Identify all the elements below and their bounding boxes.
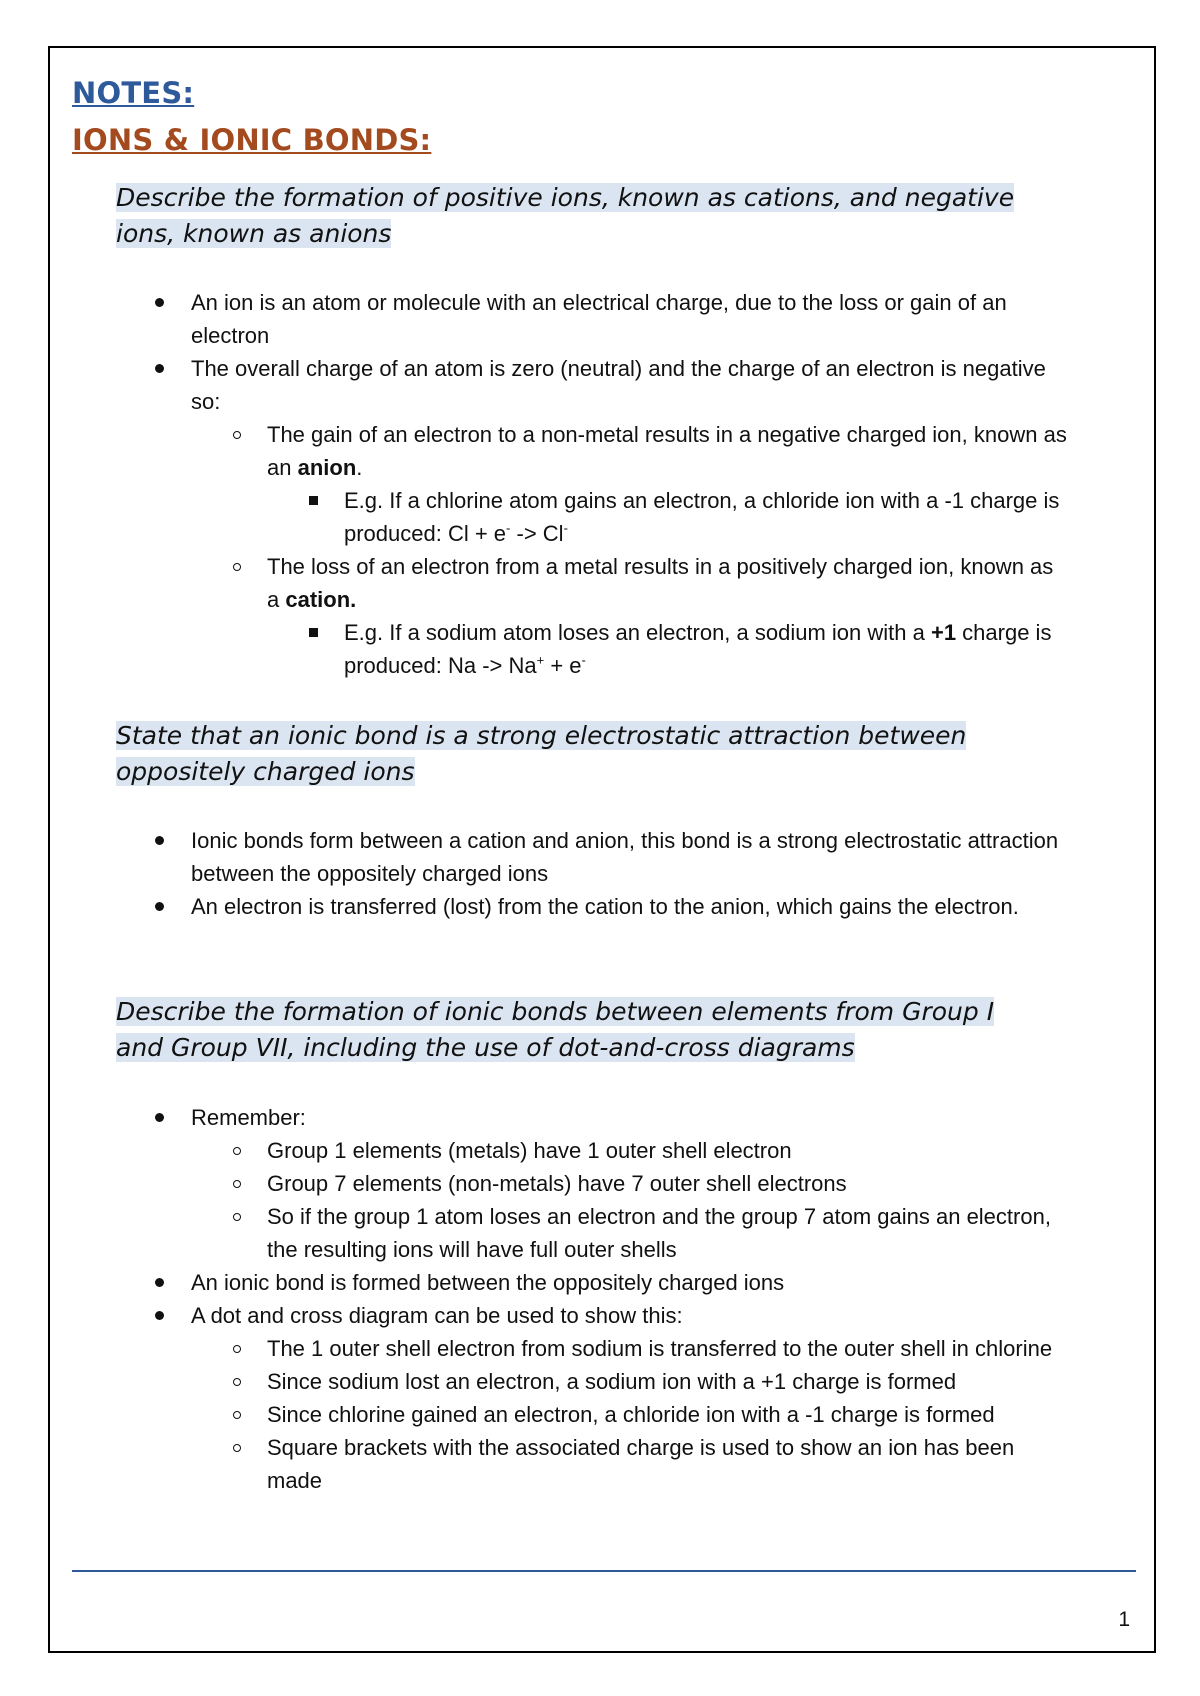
section-1-list: [0, 286, 1160, 682]
hollow-bullet-icon: [233, 1378, 241, 1386]
list-item: The gain of an electron to a non-metal results in a negative charged ion, known as an anion.: [0, 418, 1067, 484]
list-item: Since chlorine gained an electron, a chloride ion with a -1 charge is formed: [0, 1398, 1067, 1431]
hollow-bullet-icon: [233, 1213, 241, 1221]
list-item: An ion is an atom or molecule with an electrical charge, due to the loss or gain of an electron: [0, 286, 1071, 352]
section-heading-1: Describe the formation of positive ions, known as cations, and negative ions, known as anions: [116, 183, 1015, 248]
list-item: Group 1 elements (metals) have 1 outer shell electron: [0, 1134, 1067, 1167]
page-number: 1: [1118, 1608, 1130, 1631]
notes-title: NOTES:: [72, 76, 195, 110]
section-2-list: [0, 824, 1160, 923]
section-heading-3: Describe the formation of ionic bonds between elements from Group I and Group VII, including the use of dot-and-cross diagrams: [116, 997, 995, 1062]
bullet-icon: [155, 836, 164, 845]
hollow-bullet-icon: [233, 431, 241, 439]
hollow-bullet-icon: [233, 1444, 241, 1452]
square-bullet-icon: [309, 496, 318, 505]
list-item: Ionic bonds form between a cation and anion, this bond is a strong electrostatic attraction between the oppositely charged ions: [0, 824, 1071, 890]
bullet-icon: [155, 1278, 164, 1287]
list-item: The overall charge of an atom is zero (neutral) and the charge of an electron is negative so:: [0, 352, 1071, 418]
section-3-list: [0, 1101, 1160, 1497]
bullet-icon: [155, 1113, 164, 1122]
hollow-bullet-icon: [233, 1180, 241, 1188]
bullet-icon: [155, 1311, 164, 1320]
list-item: A dot and cross diagram can be used to show this:: [0, 1299, 1071, 1332]
list-item: Since sodium lost an electron, a sodium ion with a +1 charge is formed: [0, 1365, 1067, 1398]
hollow-bullet-icon: [233, 563, 241, 571]
list-item: The 1 outer shell electron from sodium is transferred to the outer shell in chlorine: [0, 1332, 1067, 1365]
hollow-bullet-icon: [233, 1345, 241, 1353]
list-item: So if the group 1 atom loses an electron and the group 7 atom gains an electron, the resulting ions will have full outer shells: [0, 1200, 1067, 1266]
section-heading-2: State that an ionic bond is a strong electrostatic attraction between oppositely charged ions: [116, 721, 967, 786]
square-bullet-icon: [309, 628, 318, 637]
footer-rule: [72, 1570, 1136, 1572]
list-item: E.g. If a chlorine atom gains an electron, a chloride ion with a -1 charge is produced: Cl + e- -> Cl-: [0, 484, 1064, 550]
list-item: Group 7 elements (non-metals) have 7 outer shell electrons: [0, 1167, 1067, 1200]
list-item: An ionic bond is formed between the oppositely charged ions: [0, 1266, 1071, 1299]
hollow-bullet-icon: [233, 1147, 241, 1155]
list-item: An electron is transferred (lost) from the cation to the anion, which gains the electron.: [0, 890, 1071, 923]
bullet-icon: [155, 364, 164, 373]
hollow-bullet-icon: [233, 1411, 241, 1419]
list-item: Remember:: [0, 1101, 1071, 1134]
list-item: Square brackets with the associated charge is used to show an ion has been made: [0, 1431, 1067, 1497]
list-item: E.g. If a sodium atom loses an electron, a sodium ion with a +1 charge is produced: Na -> Na+ + e-: [0, 616, 1064, 682]
topic-title: IONS & IONIC BONDS:: [72, 123, 432, 157]
list-item: The loss of an electron from a metal results in a positively charged ion, known as a cation.: [0, 550, 1067, 616]
bullet-icon: [155, 298, 164, 307]
bullet-icon: [155, 902, 164, 911]
